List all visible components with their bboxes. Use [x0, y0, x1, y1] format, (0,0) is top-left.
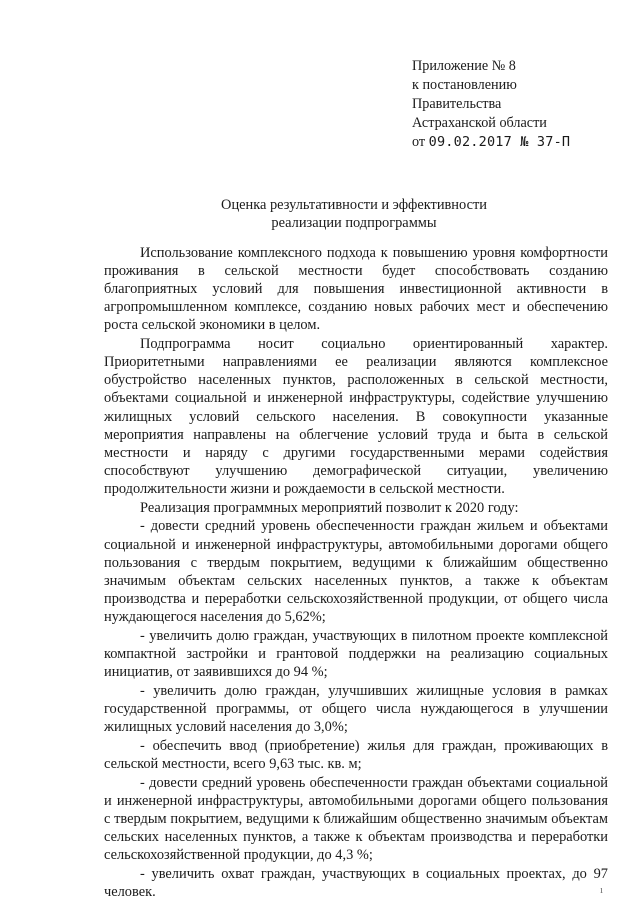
- appendix-header: [412, 57, 632, 152]
- title-line-1: Оценка результативности и эффективности: [221, 197, 487, 213]
- appendix-region: Астраханской области: [412, 115, 547, 131]
- scan-mark: ı: [600, 884, 604, 896]
- goal-item-social-projects: - увеличить охват граждан, участвующих в социальных проектах, до 97 человек.: [104, 865, 608, 900]
- goal-item-housing-commissioning: - обеспечить ввод (приобретение) жилья для граждан, проживающих в сельской местности, всего 9,63 тыс. кв. м;: [104, 737, 608, 772]
- appendix-reference: к постановлению: [412, 77, 517, 93]
- appendix-number: Приложение № 8: [412, 58, 516, 74]
- appendix-date-prefix: от: [412, 134, 429, 150]
- goal-item-housing-improvement: - увеличить долю граждан, улучшивших жилищные условия в рамках государственной программы, от общего числа нуждающегося в улучшении жилищных условий населения до 3,0%;: [104, 682, 608, 735]
- title-line-2: реализации подпрограммы: [271, 215, 437, 231]
- appendix-authority: Правительства: [412, 96, 502, 112]
- goal-item-pilot-project: - увеличить долю граждан, участвующих в пилотном проекте комплексной компактной застройки и грантовой поддержки на реализацию социальных инициатив, от заявившихся до 94 %;: [104, 627, 608, 680]
- paragraph-intro: Использование комплексного подхода к повышению уровня комфортности проживания в сельской местности будет способствовать созданию благоприятных условий для повышения инвестиционной активности в агропромышленном комплексе, созданию новых рабочих мест и обеспечению роста сельской экономики в целом.: [104, 245, 608, 334]
- goal-item-infrastructure: - довести средний уровень обеспеченности граждан жильем и объектами социальной и инженерной инфраструктуры, автомобильными дорогами общего пользования с твердым покрытием, ведущими к ближайшим общественно значимым объектам сельских населенных пунктов, а также к объектам производства и переработки сельскохозяйственной продукции, от общего числа нуждающегося населения до 5,62%;: [104, 518, 608, 625]
- goal-item-social-infrastructure: - довести средний уровень обеспеченности граждан объектами социальной и инженерной инфраструктуры, автомобильными дорогами общего пользования с твердым покрытием, ведущими к ближайшим общественно значимым объектам сельских населенных пунктов, а также к объектам производства и переработки сельскохозяйственной продукции, до 4,3 %;: [104, 774, 608, 863]
- document-body: [104, 244, 608, 901]
- paragraph-goals-lead: Реализация программных мероприятий позволит к 2020 году:: [140, 499, 519, 516]
- document-title: [0, 196, 640, 232]
- paragraph-priorities: Подпрограмма носит социально ориентированный характер. Приоритетными направлениями ее реализации являются комплексное обустройство населенных пунктов, расположенных в сельской местности, объектами социальной и инженерной инфраструктуры, содействие улучшению жилищных условий сельского населения. В совокупности указанные мероприятия направлены на облегчение условий труда и быта в сельской местности и наряду с другими государственными мерами содействия способствуют улучшению демографической ситуации, увеличению продолжительности жизни и рождаемости в сельской местности.: [104, 336, 608, 497]
- appendix-date-line: [412, 133, 632, 152]
- appendix-date-stamp: 09.02.2017 № 37-П: [428, 134, 571, 150]
